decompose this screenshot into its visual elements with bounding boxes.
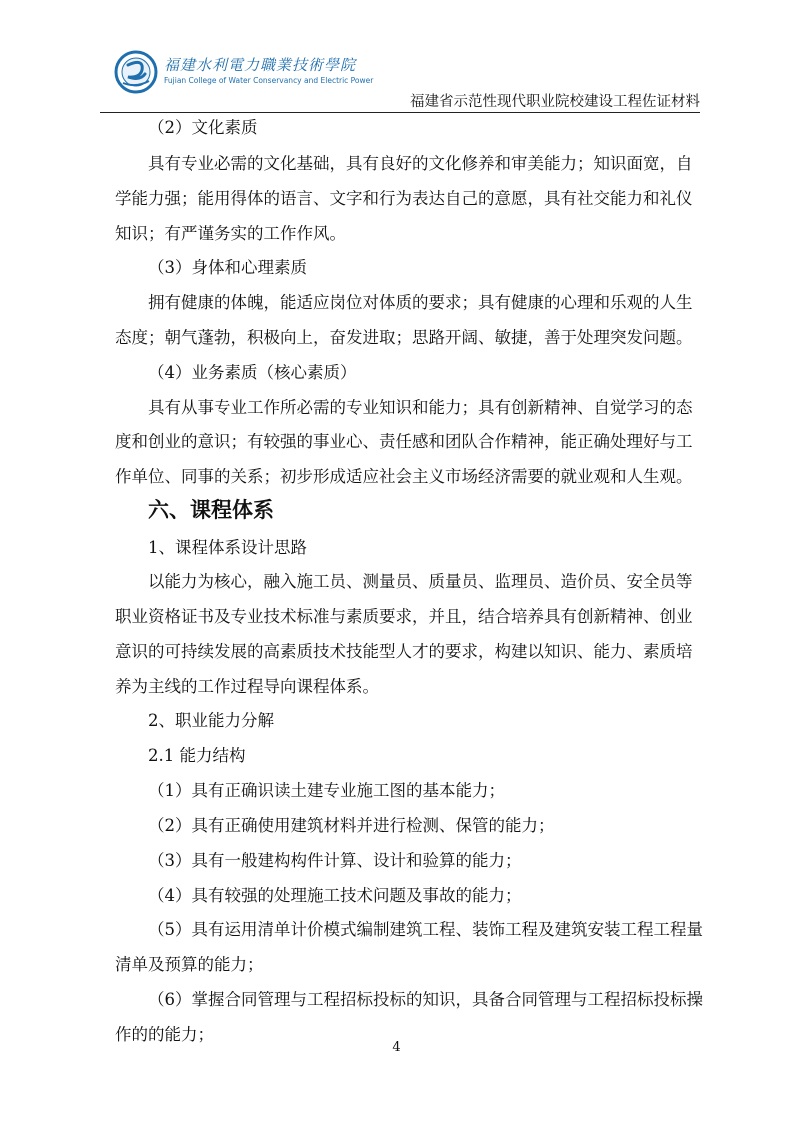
page-header: [100, 40, 700, 110]
list-item: （6）掌握合同管理与工程招标投标的知识，具备合同管理与工程招标投标操: [148, 990, 703, 1009]
paragraph-line: 度和创业的意识；有较强的事业心、责任感和团队合作精神，能正确处理好与工: [115, 432, 693, 451]
paragraph-line: 养为主线的工作过程导向课程体系。: [115, 677, 379, 696]
list-item-continuation: 作的的能力；: [115, 1025, 214, 1044]
subheading-professional: （4）业务素质（核心素质）: [148, 363, 357, 382]
logo-chinese-name: 福建水利電力職業技術學院: [164, 56, 357, 74]
list-item: （5）具有运用清单计价模式编制建筑工程、装饰工程及建筑安装工程工程量: [148, 920, 703, 939]
paragraph-line: 作单位、同事的关系；初步形成适应社会主义市场经济需要的就业观和人生观。: [115, 467, 693, 486]
paragraph-line: 拥有健康的体魄，能适应岗位对体质的要求；具有健康的心理和乐观的人生: [148, 293, 693, 312]
college-emblem-icon: [114, 50, 158, 94]
subheading-ability-structure: 2.1 能力结构: [148, 746, 246, 765]
header-divider: [100, 112, 700, 113]
list-item: （1）具有正确识读土建专业施工图的基本能力；: [148, 781, 505, 800]
paragraph-line: 学能力强；能用得体的语言、文字和行为表达自己的意愿，具有社交能力和礼仪: [115, 189, 693, 208]
list-item: （2）具有正确使用建筑材料并进行检测、保管的能力；: [148, 816, 555, 835]
list-item: （4）具有较强的处理施工技术问题及事故的能力；: [148, 886, 522, 905]
subheading-culture: （2）文化素质: [148, 118, 258, 137]
list-item-continuation: 清单及预算的能力；: [115, 955, 264, 974]
paragraph-line: 具有专业必需的文化基础，具有良好的文化修养和审美能力；知识面宽，自: [148, 154, 693, 173]
paragraph-line: 具有从事专业工作所必需的专业知识和能力；具有创新精神、自觉学习的态: [148, 398, 693, 417]
list-item: （3）具有一般建构构件计算、设计和验算的能力；: [148, 851, 522, 870]
paragraph-line: 知识；有严谨务实的工作作风。: [115, 224, 346, 243]
paragraph-line: 职业资格证书及专业技术标准与素质要求，并且，结合培养具有创新精神、创业: [115, 607, 693, 626]
subheading-design-idea: 1、课程体系设计思路: [148, 538, 307, 557]
college-logo: [114, 50, 384, 94]
header-title: 福建省示范性现代职业院校建设工程佐证材料: [410, 94, 700, 110]
paragraph-line: 意识的可持续发展的高素质技术技能型人才的要求，构建以知识、能力、素质培: [115, 642, 693, 661]
page-number: 4: [392, 1040, 401, 1055]
paragraph-line: 以能力为核心，融入施工员、测量员、质量员、监理员、造价员、安全员等: [148, 572, 693, 591]
subheading-ability-breakdown: 2、职业能力分解: [148, 711, 274, 730]
section-heading: 六、课程体系: [148, 498, 274, 522]
logo-english-name: Fujian College of Water Conservancy and Electric Power: [164, 76, 374, 85]
subheading-physical-mental: （3）身体和心理素质: [148, 258, 307, 277]
paragraph-line: 态度；朝气蓬勃，积极向上，奋发进取；思路开阔、敏捷，善于处理突发问题。: [115, 328, 693, 347]
